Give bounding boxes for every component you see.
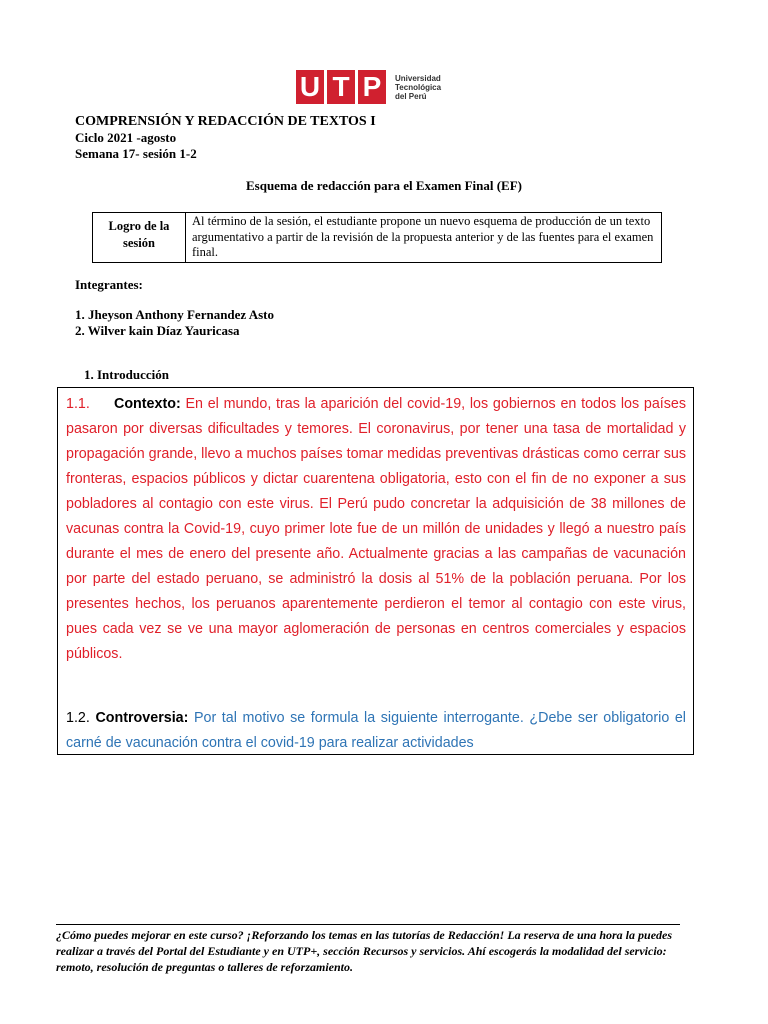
logo-letter-t: T [327, 70, 355, 104]
course-cycle: Ciclo 2021 -agosto [75, 130, 177, 145]
logro-table [92, 212, 662, 263]
contexto-text: En el mundo, tras la aparición del covid-19, los gobiernos en todos los países pasaron por diversas dificultades y temores. El coronavirus, por tener una tasa de mortalidad y propagación grande, llevo a muchos países tomar medidas preventivas drásticas como cerrar sus fronteras, espacios públicos y dictar cuarentena obligatoria, esto con el fin de no exponer a sus pobladores al contagio con este virus. El Perú pudo concretar la adquisición de 38 millones de vacunas contra la Covid-19, cuyo primer lote fue de un millón de unidades y llegó a nuestro país durante el mes de enero del presente año. Actualmente gracias a las campañas de vacunación por parte del estado peruano, se administró la dosis al 51% de la población peruana. Por los presentes hechos, los peruanos aparentemente perdieron el temor al contagio con este virus, pues cada vez se ve una mayor aglomeración de personas en centros comerciales y espacios públicos. [66, 396, 686, 662]
integrantes-label: Integrantes: [75, 277, 143, 292]
member-item: 1. Jheyson Anthony Fernandez Asto [75, 307, 274, 322]
logo-name-line: Universidad [395, 73, 441, 83]
logo-letter-p: P [358, 70, 386, 104]
course-title: COMPRENSIÓN Y REDACCIÓN DE TEXTOS I [75, 114, 376, 129]
members-list [75, 307, 274, 339]
member-item: 2. Wilver kain Díaz Yauricasa [75, 323, 240, 338]
utp-logo [296, 69, 441, 105]
controversia-label: Controversia: [95, 710, 189, 726]
contexto-label: Contexto: [114, 396, 181, 412]
contexto-paragraph [66, 392, 686, 667]
document-title: Esquema de redacción para el Examen Final (EF) [245, 178, 522, 193]
logro-text: Al término de la sesión, el estudiante propone un nuevo esquema de producción de un texto argumentativo a partir de la revisión de la propuesta anterior y de las fuentes para el examen final. [192, 214, 654, 259]
footer-note: ¿Cómo puedes mejorar en este curso? ¡Reforzando los temas en las tutorías de Redacción! La reserva de una hora la puedes realizar a través del Portal del Estudiante y en UTP+, sección Recursos y servicios. Ahí escogerás la modalidad del servicio: remoto, resolución de preguntas o talleres de reforzamiento. [56, 928, 673, 974]
logo-letter-u: U [296, 70, 324, 104]
logo-name [395, 74, 441, 101]
contexto-number: 1.1. [66, 396, 90, 412]
logo-name-line: Tecnológica [395, 82, 442, 92]
intro-box [57, 387, 694, 755]
controversia-text: Por tal motivo se formula la siguiente interrogante. ¿Debe ser obligatorio el carné de vacunación contra el covid-19 para realizar actividades [66, 710, 686, 751]
course-week: Semana 17- sesión 1-2 [75, 146, 197, 161]
intro-heading: 1. Introducción [84, 367, 169, 382]
logo-name-line: del Perú [395, 91, 427, 101]
logro-label: Logro de la sesión [93, 213, 186, 262]
footer-divider [56, 924, 680, 925]
controversia-number: 1.2. [66, 710, 90, 726]
controversia-paragraph [66, 706, 686, 756]
